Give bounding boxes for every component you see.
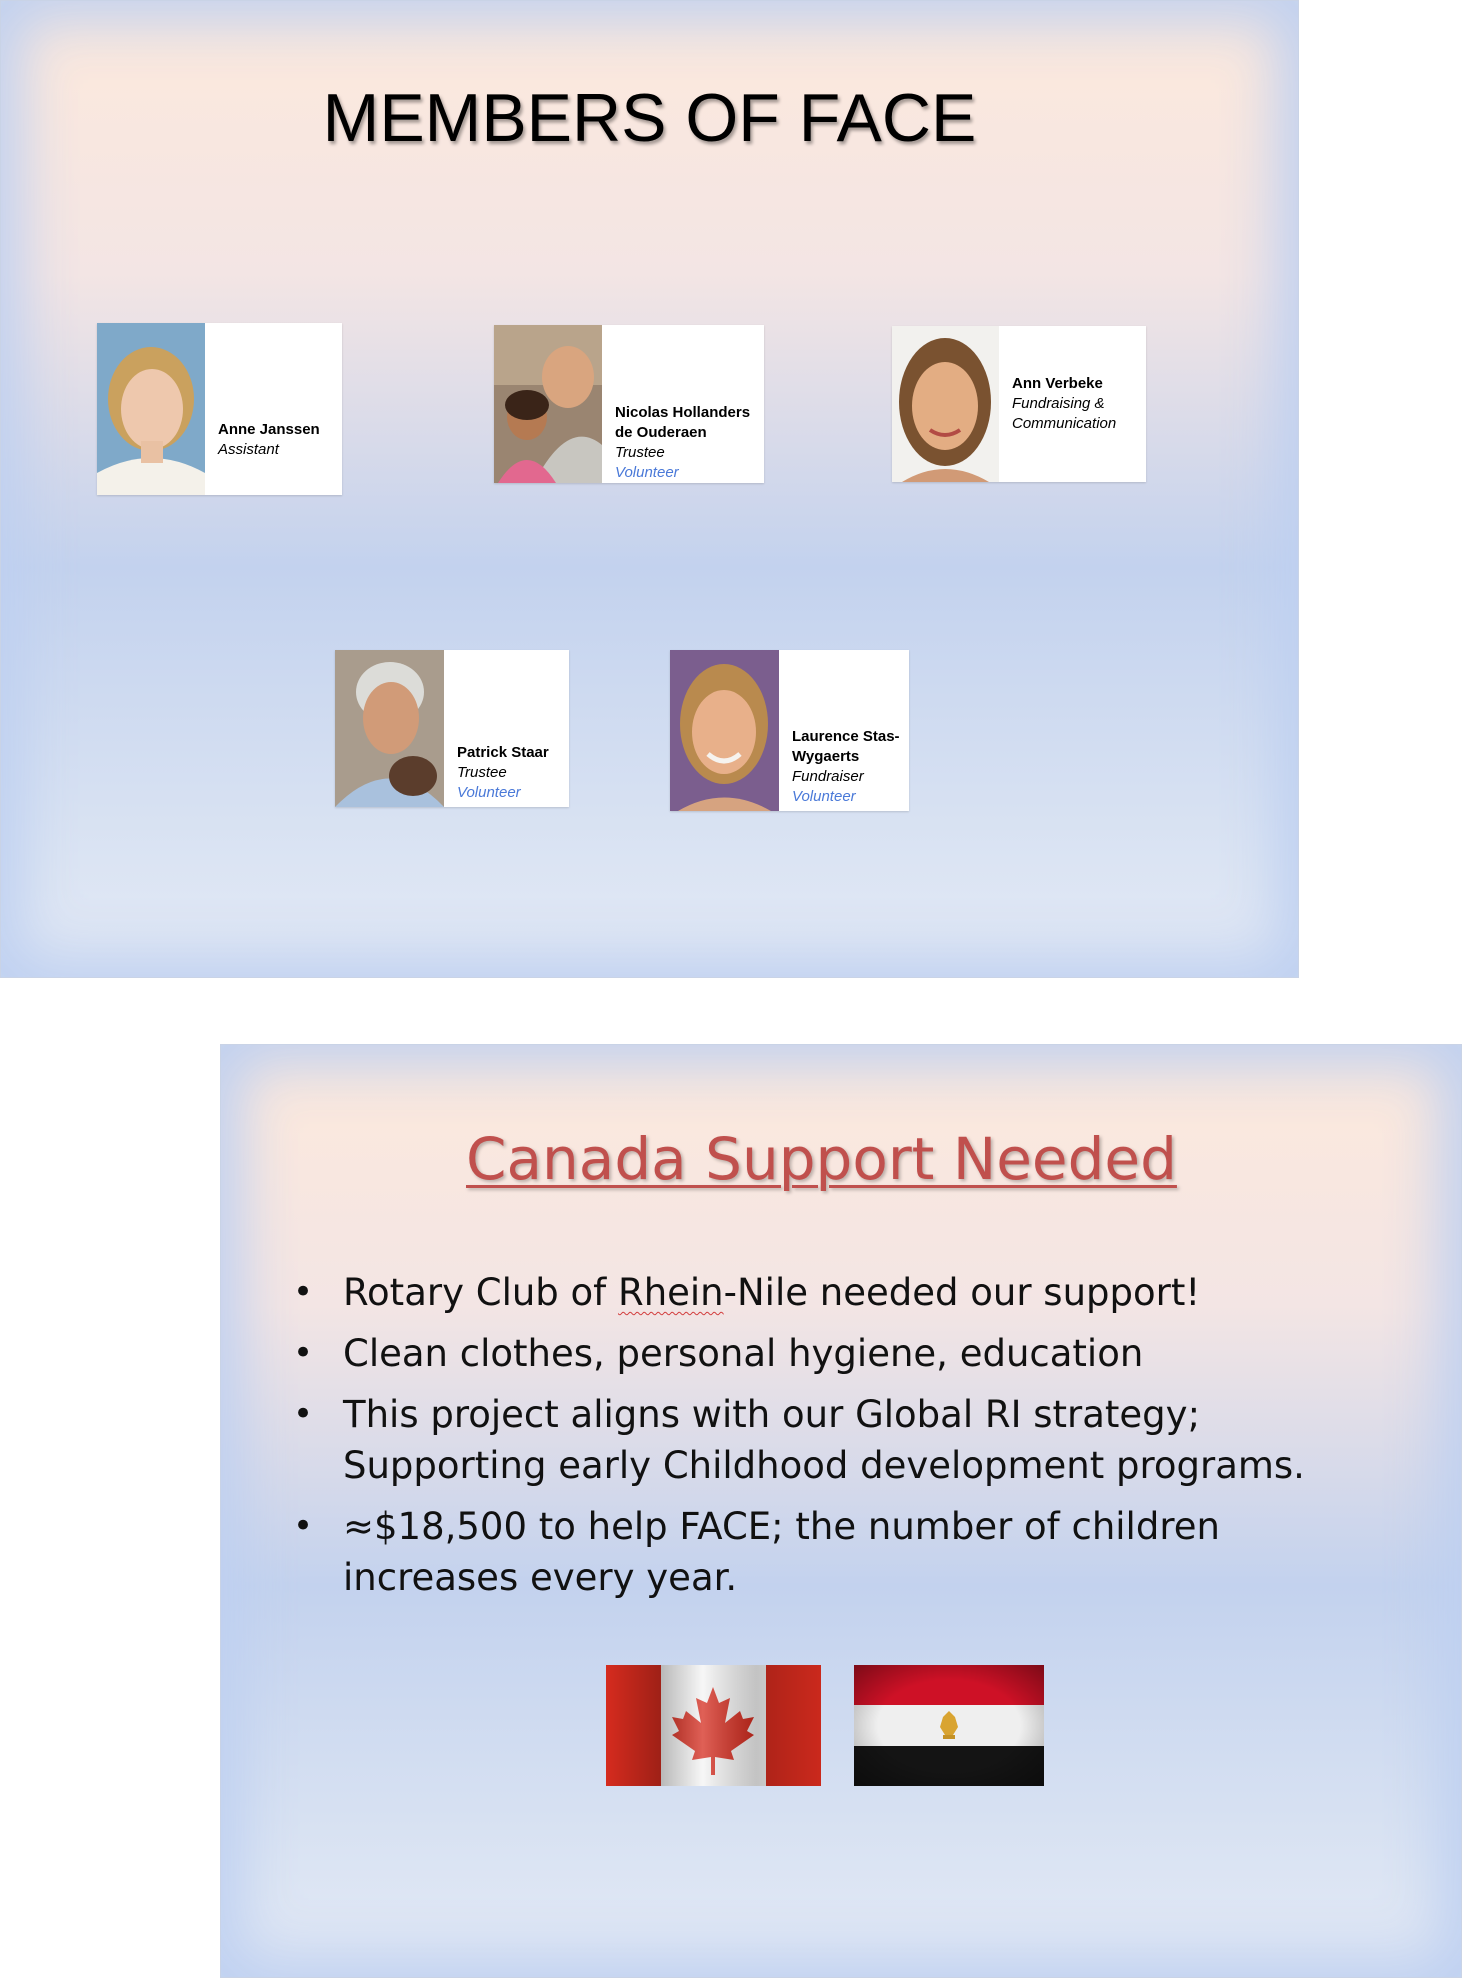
member-role-line1: Fundraising & [1012, 395, 1105, 412]
member-name-line2: Wygaerts [792, 748, 860, 765]
bullet-item [293, 1501, 1393, 1603]
member-role: Assistant [218, 441, 279, 458]
member-card-laurence-stas-wygaerts [670, 650, 909, 811]
bullet-text-line2: Supporting early Childhood development programs. [343, 1444, 1305, 1487]
bullet-item [293, 1328, 1393, 1379]
member-info [205, 323, 342, 495]
bullet-text: Clean clothes, personal hygiene, education [343, 1332, 1144, 1375]
member-role: Trustee [615, 444, 665, 461]
slide-title: Canada Support Needed [466, 1125, 1177, 1193]
member-photo [494, 325, 602, 483]
canada-support-slide [220, 1044, 1462, 1978]
bullet-text-part: -Nile needed our support! [723, 1271, 1201, 1314]
member-card-anne-janssen [97, 323, 342, 495]
member-photo [97, 323, 205, 495]
members-slide [0, 0, 1299, 978]
slide-title: MEMBERS OF FACE [322, 80, 977, 156]
bullet-text-line1: This project aligns with our Global RI strategy; [343, 1393, 1201, 1436]
member-name-line1: Nicolas Hollanders [615, 404, 751, 421]
member-info [444, 650, 569, 807]
spellcheck-flagged-word: Rhein [617, 1271, 724, 1314]
member-name-line1: Laurence Stas- [792, 728, 900, 745]
member-status: Volunteer [615, 464, 679, 481]
member-status: Volunteer [792, 788, 856, 805]
member-role: Fundraiser [792, 768, 864, 785]
member-card-patrick-staar [335, 650, 569, 807]
member-name: Patrick Staar [457, 744, 549, 761]
bullet-text-part: Rotary Club of [343, 1271, 618, 1314]
bullet-item [293, 1267, 1393, 1318]
member-photo [892, 326, 999, 482]
member-photo [335, 650, 444, 807]
member-card-nicolas-hollanders [494, 325, 764, 483]
member-name-line2: de Ouderaen [615, 424, 707, 441]
member-photo [670, 650, 779, 811]
member-role: Trustee [457, 764, 507, 781]
canada-flag-icon [606, 1665, 821, 1786]
member-info [999, 326, 1146, 482]
bullet-item [293, 1389, 1393, 1491]
member-role-line2: Communication [1012, 415, 1117, 432]
member-card-ann-verbeke [892, 326, 1146, 482]
member-status: Volunteer [457, 784, 521, 801]
member-name: Ann Verbeke [1012, 375, 1103, 392]
member-name: Anne Janssen [218, 421, 320, 438]
member-info [779, 650, 909, 811]
member-info [602, 325, 764, 483]
egypt-flag-icon [854, 1665, 1044, 1786]
bullet-text-line1: ≈$18,500 to help FACE; the number of children [343, 1505, 1220, 1548]
bullet-text-line2: increases every year. [343, 1556, 738, 1599]
bullet-list [293, 1267, 1393, 1613]
